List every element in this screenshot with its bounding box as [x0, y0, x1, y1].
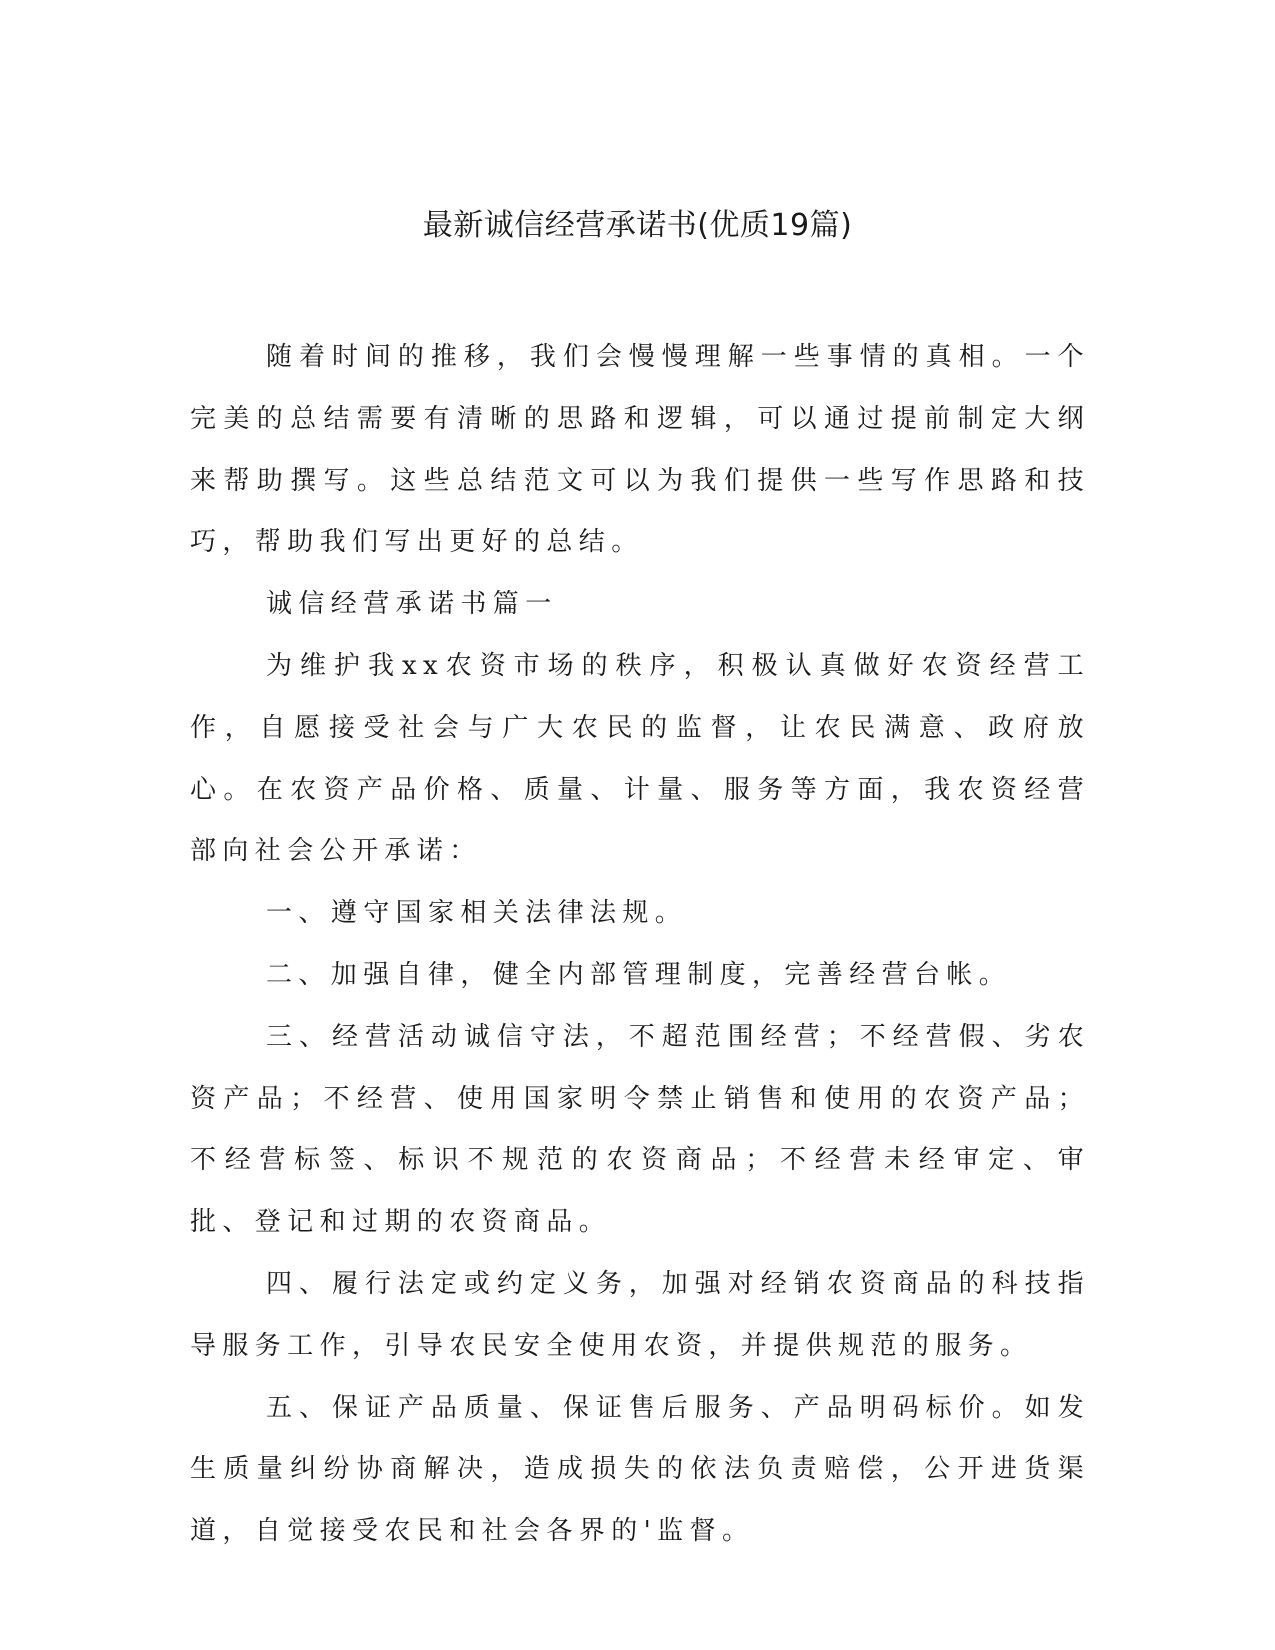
document-body [190, 327, 1090, 1563]
paragraph-intro: 随着时间的推移，我们会慢慢理解一些事情的真相。一个完美的总结需要有清晰的思路和逻辑，可以通过提前制定大纲来帮助撰写。这些总结范文可以为我们提供一些写作思路和技巧，帮助我们写出更好的总结。 [190, 342, 1090, 558]
section-heading: 诚信经营承诺书篇一 [266, 589, 558, 620]
document-title: 最新诚信经营承诺书(优质19篇) [422, 208, 853, 243]
paragraph-preamble: 为维护我xx农资市场的秩序，积极认真做好农资经营工作，自愿接受社会与广大农民的监督，让农民满意、政府放心。在农资产品价格、质量、计量、服务等方面，我农资经营部向社会公开承诺： [190, 650, 1090, 867]
paragraph-item-4: 四、履行法定或约定义务，加强对经销农资商品的科技指导服务工作，引导农民安全使用农资，并提供规范的服务。 [190, 1268, 1090, 1361]
paragraph-item-5: 五、保证产品质量、保证售后服务、产品明码标价。如发生质量纠纷协商解决，造成损失的依法负责赔偿，公开进货渠道，自觉接受农民和社会各界的'监督。 [190, 1392, 1090, 1547]
paragraph-item-2: 二、加强自律，健全内部管理制度，完善经营台帐。 [266, 959, 1012, 990]
paragraph-item-3: 三、经营活动诚信守法，不超范围经营；不经营假、劣农资产品；不经营、使用国家明令禁止销售和使用的农资产品；不经营标签、标识不规范的农资商品；不经营未经审定、审批、登记和过期的农资商品。 [190, 1021, 1090, 1238]
paragraph-item-1: 一、遵守国家相关法律法规。 [266, 898, 688, 929]
